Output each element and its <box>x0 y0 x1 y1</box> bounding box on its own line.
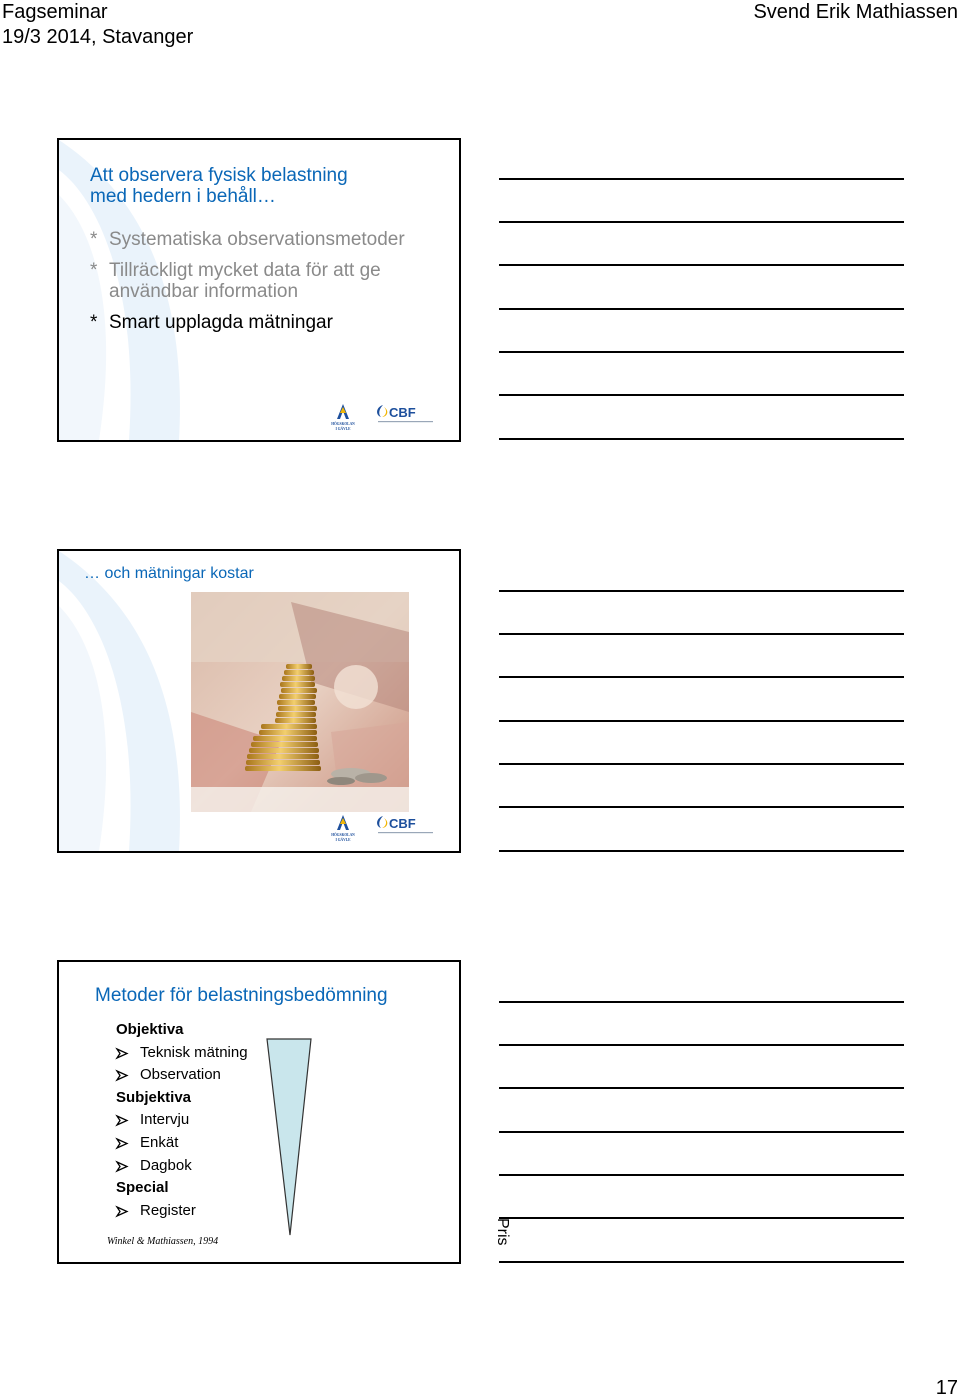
svg-text:CBF: CBF <box>389 405 416 420</box>
price-label: Pris <box>494 1218 511 1246</box>
note-line <box>499 264 904 266</box>
note-line <box>499 1217 904 1219</box>
note-line <box>499 394 904 396</box>
event-name: Fagseminar <box>2 1 108 23</box>
note-line <box>499 178 904 180</box>
note-line <box>499 221 904 223</box>
bullet-item: * Tillräckligt mycket data för att ge användbar information <box>90 260 381 302</box>
page-number: 17 <box>935 1377 958 1399</box>
list-item: Enkät <box>116 1132 248 1155</box>
slide-thumbnail-1 <box>57 138 461 442</box>
institution-logos <box>331 403 441 433</box>
slide-thumbnail-3 <box>57 960 511 1264</box>
cbf-logo <box>377 405 433 422</box>
event-date-place: 19/3 2014, Stavanger <box>2 26 194 48</box>
list-item: Observation <box>116 1064 248 1087</box>
hig-logo <box>331 815 355 842</box>
list-item: Intervju <box>116 1109 248 1132</box>
page-header-left <box>2 0 193 49</box>
svg-text:CBF: CBF <box>389 816 416 831</box>
note-line <box>499 806 904 808</box>
svg-text:I GÄVLE: I GÄVLE <box>335 838 351 842</box>
note-line <box>499 590 904 592</box>
note-line <box>499 720 904 722</box>
presenter-name: Svend Erik Mathiassen <box>753 1 958 23</box>
note-line <box>499 308 904 310</box>
category-label: Subjektiva <box>116 1088 192 1106</box>
note-line <box>499 1087 904 1089</box>
bullet-item: * Smart upplagda mätningar <box>90 312 333 333</box>
svg-text:I GÄVLE: I GÄVLE <box>335 427 351 431</box>
price-triangle <box>265 1037 313 1237</box>
citation: Winkel & Mathiassen, 1994 <box>107 1236 219 1247</box>
note-line <box>499 676 904 678</box>
note-line <box>499 1261 904 1263</box>
arrow-bullet-icon <box>116 1138 128 1149</box>
institution-logos <box>331 814 441 844</box>
list-item: Register <box>116 1200 248 1223</box>
arrow-bullet-icon <box>116 1161 128 1172</box>
method-list <box>116 1019 248 1222</box>
svg-text:HÖGSKOLAN: HÖGSKOLAN <box>331 422 355 426</box>
category-label: Special <box>116 1179 169 1197</box>
slide-2-title: … och mätningar kostar <box>84 565 254 582</box>
note-line <box>499 1131 904 1133</box>
arrow-bullet-icon <box>116 1115 128 1126</box>
cbf-logo <box>377 816 433 833</box>
note-line <box>499 351 904 353</box>
arrow-bullet-icon <box>116 1070 128 1081</box>
note-line <box>499 763 904 765</box>
money-coins-photo <box>191 592 409 812</box>
note-line <box>499 1044 904 1046</box>
bullet-item: * Systematiska observationsmetoder <box>90 229 405 250</box>
list-item: Dagbok <box>116 1155 248 1178</box>
slide-3-title: Metoder för belastningsbedömning <box>95 985 388 1006</box>
note-line <box>499 438 904 440</box>
arrow-bullet-icon <box>116 1206 128 1217</box>
arrow-bullet-icon <box>116 1048 128 1059</box>
slide-thumbnail-2 <box>57 549 461 853</box>
slide-1-title: Att observera fysisk belastning med hedern i behåll… <box>90 165 348 207</box>
hig-logo <box>331 404 355 431</box>
note-line <box>499 1001 904 1003</box>
category-label: Objektiva <box>116 1021 184 1038</box>
svg-text:HÖGSKOLAN: HÖGSKOLAN <box>331 833 355 837</box>
list-item: Teknisk mätning <box>116 1042 248 1065</box>
note-line <box>499 633 904 635</box>
note-line <box>499 1174 904 1176</box>
note-line <box>499 850 904 852</box>
slide-1-bullet-list <box>90 229 405 343</box>
